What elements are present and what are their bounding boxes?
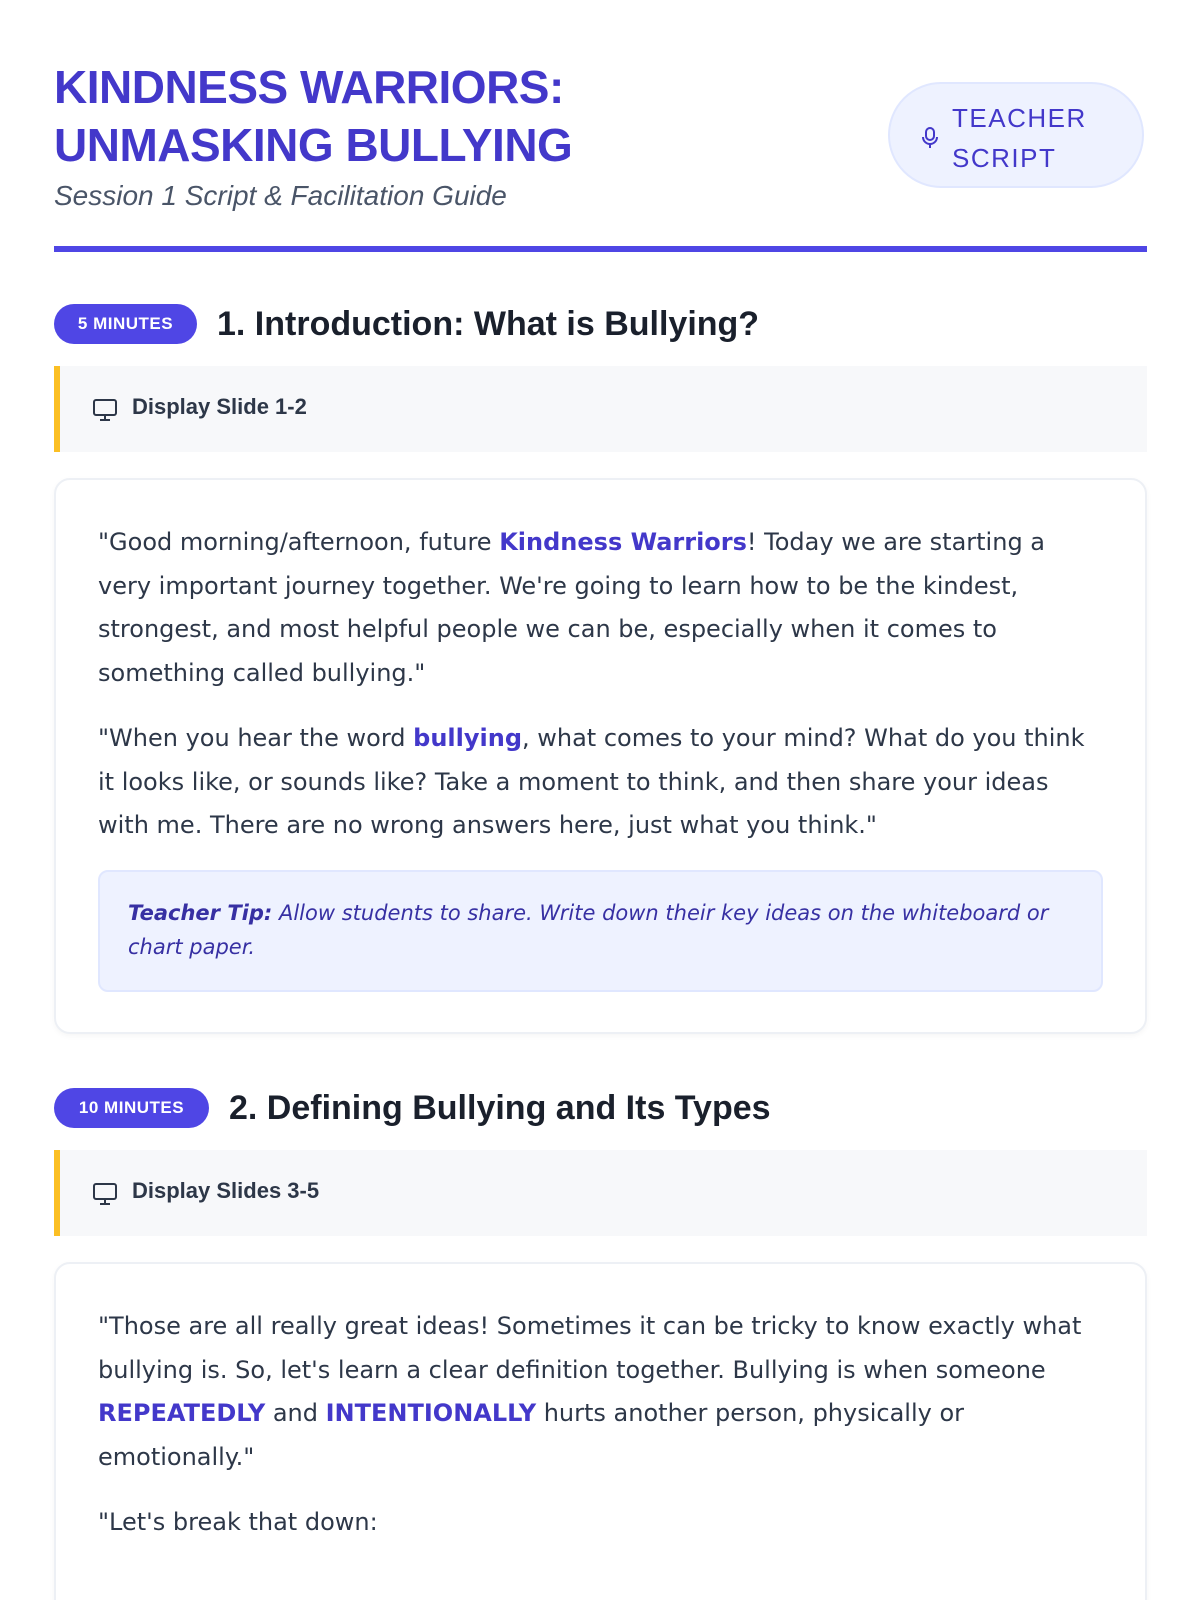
tip-body: Allow students to share. Write down their key ideas on the whiteboard or chart paper. xyxy=(128,901,1049,959)
highlight-term: bullying xyxy=(413,724,522,752)
text-run: , what comes to your mind? What do you think it looks like, or sounds like? Take a moment to think, and then share your ideas with me. There are no wrong answers here, just what you think." xyxy=(98,724,1085,839)
script-card xyxy=(54,1262,1147,1600)
script-paragraph: "Let's break that down: xyxy=(98,1508,378,1536)
highlight-term: Kindness Warriors xyxy=(499,528,747,556)
slide-label: Display Slide 1-2 xyxy=(132,394,307,419)
script-paragraph xyxy=(98,717,1098,848)
highlight-term: INTENTIONALLY xyxy=(325,1399,537,1427)
slide-callout xyxy=(54,366,1147,452)
monitor-icon xyxy=(92,1182,118,1206)
script-card xyxy=(54,478,1147,1034)
duration-badge: 10 MINUTES xyxy=(54,1088,209,1128)
tip-text xyxy=(128,896,1058,964)
tip-label: Teacher Tip: xyxy=(128,901,273,925)
text-run: and xyxy=(265,1399,326,1427)
microphone-icon xyxy=(920,126,940,150)
script-paragraph xyxy=(98,1305,1098,1479)
badge-line-2: SCRIPT xyxy=(952,143,1057,173)
section-1-header xyxy=(54,304,954,344)
page-header xyxy=(54,58,1147,250)
text-run: "When you hear the word xyxy=(98,724,414,752)
text-run: ! Today we are starting a very important journey together. We're going to learn how to be the kindest, strongest, and most helpful people we can be, especially when it comes to something called bullying." xyxy=(98,528,1046,687)
section-title: 2. Defining Bullying and Its Types xyxy=(229,1089,771,1127)
page-subtitle: Session 1 Script & Facilitation Guide xyxy=(54,180,507,211)
script-paragraph xyxy=(98,521,1098,695)
teacher-tip xyxy=(98,870,1103,992)
duration-badge: 5 MINUTES xyxy=(54,304,197,344)
text-run: "Those are all really great ideas! Sometimes it can be tricky to know exactly what bullying is. So, let's learn a clear definition together. Bullying is when someone xyxy=(98,1312,1082,1384)
monitor-icon xyxy=(92,398,118,422)
section-2-header xyxy=(54,1088,954,1128)
badge-line-1: TEACHER xyxy=(952,103,1087,133)
teacher-script-badge xyxy=(888,82,1144,188)
title-line-1: KINDNESS WARRIORS: xyxy=(54,61,564,113)
section-title: 1. Introduction: What is Bullying? xyxy=(217,305,760,343)
text-run: hurts another person, physically or emotionally." xyxy=(98,1399,965,1471)
highlight-term: REPEATEDLY xyxy=(98,1399,266,1427)
text-run: "Good morning/afternoon, future xyxy=(98,528,500,556)
header-divider xyxy=(54,246,1147,252)
page-title xyxy=(54,58,814,174)
slide-label: Display Slides 3-5 xyxy=(132,1178,320,1203)
title-line-2: UNMASKING BULLYING xyxy=(54,119,573,171)
badge-label xyxy=(952,98,1122,178)
slide-callout xyxy=(54,1150,1147,1236)
